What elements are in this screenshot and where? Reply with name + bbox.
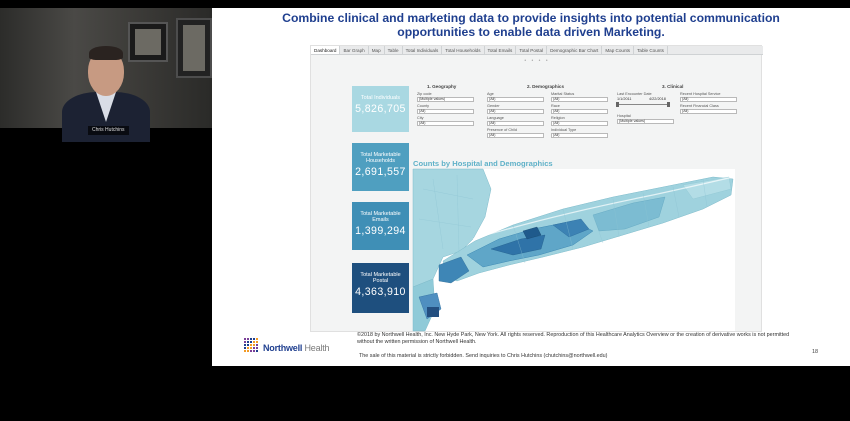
language-dropdown[interactable]: (All) <box>487 121 544 126</box>
filter-label-marital: Marital Status <box>551 92 575 96</box>
metric-value: 2,691,557 <box>355 166 406 178</box>
tab-dashboard[interactable]: Dashboard <box>311 46 340 54</box>
filter-label-race: Race <box>551 104 560 108</box>
filter-panel <box>417 84 747 150</box>
presenter <box>58 44 154 134</box>
religion-dropdown[interactable]: (All) <box>551 121 608 126</box>
metric-value: 4,363,910 <box>355 286 406 298</box>
child-dropdown[interactable]: (All) <box>487 133 544 138</box>
tab-total-postal[interactable]: Total Postal <box>516 46 547 54</box>
gender-dropdown[interactable]: (All) <box>487 109 544 114</box>
webcam-feed <box>0 8 212 133</box>
long-island-choropleth-map[interactable] <box>413 169 735 331</box>
copyright-notice: ©2018 by Northwell Health, Inc. New Hyde Park, New York. All rights reserved. Reproduction of this Healthcare Analytics Overview or the creation of derivative works is not permitted without the written permission of Northwell Health. <box>357 332 790 345</box>
metric-card-individuals <box>352 86 409 132</box>
individual-type-dropdown[interactable]: (All) <box>551 133 608 138</box>
dashboard-screenshot <box>310 45 762 332</box>
logo-dots-icon <box>244 336 264 354</box>
presenter-name-label: Chris Hutchins <box>88 126 129 135</box>
tab-map[interactable]: Map <box>369 46 385 54</box>
slide-title <box>212 11 850 39</box>
logo-wordmark <box>263 343 329 353</box>
metric-label: Total Marketable Postal <box>360 272 401 284</box>
logo-suffix: Health <box>302 343 330 353</box>
presentation-slide <box>212 8 850 366</box>
city-dropdown[interactable]: (All) <box>417 121 474 126</box>
tab-bar-graph[interactable]: Bar Graph <box>340 46 368 54</box>
filter-label-city: City <box>417 116 424 120</box>
tab-total-individuals[interactable]: Total Individuals <box>403 46 443 54</box>
map-panel <box>413 159 735 331</box>
map-region-highlight <box>427 307 439 317</box>
tab-table-counts[interactable]: Table Counts <box>634 46 668 54</box>
filter-label-religion: Religion <box>551 116 565 120</box>
filter-label-gender: Gender <box>487 104 500 108</box>
map-title: Counts by Hospital and Demographics <box>413 159 553 168</box>
metric-label: Total Marketable Households <box>360 152 401 164</box>
section-demographics: 2. Demographics <box>527 84 565 89</box>
tab-map-counts[interactable]: Map Counts <box>602 46 634 54</box>
tab-total-emails[interactable]: Total Emails <box>485 46 517 54</box>
metric-value: 1,399,294 <box>355 225 406 237</box>
dashboard-tab-bar <box>311 46 763 55</box>
filter-label-child: Presence of Child <box>487 128 517 132</box>
tab-demographic-bar-chart[interactable]: Demographic Bar Chart <box>547 46 602 54</box>
county-dropdown[interactable]: (All) <box>417 109 474 114</box>
filter-label-language: Language <box>487 116 504 120</box>
hospital-dropdown[interactable]: (Multiple values) <box>617 119 674 124</box>
logo-text: Northwell <box>263 343 303 353</box>
zip-dropdown[interactable]: (Multiple values) <box>417 97 474 102</box>
section-geography: 1. Geography <box>427 84 457 89</box>
wall-picture <box>176 18 212 78</box>
filter-label-hospital: Hospital <box>617 114 631 118</box>
marital-dropdown[interactable]: (All) <box>551 97 608 102</box>
tab-table[interactable]: Table <box>385 46 403 54</box>
filter-label-recent-service: Recent Hospital Service <box>680 92 721 96</box>
recent-service-dropdown[interactable]: (All) <box>680 97 737 102</box>
filter-label-age: Age <box>487 92 494 96</box>
presenter-hair <box>89 46 123 60</box>
slide-page-number: 18 <box>812 349 819 355</box>
dashboard-toolbar: • • • • <box>524 58 550 64</box>
metric-label: Total Marketable Emails <box>360 211 401 223</box>
filter-label-individual-type: Individual Type <box>551 128 577 132</box>
encounter-date-slider[interactable] <box>617 104 669 105</box>
slider-handle[interactable] <box>667 102 670 107</box>
age-dropdown[interactable]: (All) <box>487 97 544 102</box>
slider-handle[interactable] <box>616 102 619 107</box>
slide-title-line-1: Combine clinical and marketing data to provide insights into potential communication <box>282 11 780 25</box>
metric-label: Total Individuals <box>360 95 401 101</box>
metric-card-postal <box>352 263 409 313</box>
metric-card-emails <box>352 202 409 250</box>
metric-value: 5,826,705 <box>355 103 406 115</box>
tab-total-households[interactable]: Total Households <box>442 46 484 54</box>
section-clinical: 3. Clinical <box>662 84 684 89</box>
filter-label-zip: Zip code <box>417 92 432 96</box>
race-dropdown[interactable]: (All) <box>551 109 608 114</box>
northwell-logo <box>244 334 354 356</box>
filter-label-county: County <box>417 104 430 108</box>
recent-financial-dropdown[interactable]: (All) <box>680 109 737 114</box>
slide-title-line-2: opportunities to enable data driven Marketing. <box>397 25 665 39</box>
filter-label-recent-financial: Recent Financial Class <box>680 104 719 108</box>
sale-notice: The sale of this material is strictly forbidden. Send inquiries to Chris Hutchins (chutchins@northwell.edu) <box>359 353 608 359</box>
encounter-date-to[interactable]: 4/22/2018 <box>649 97 666 101</box>
metric-card-households <box>352 143 409 191</box>
filter-label-encounter-date: Last Encounter Date <box>617 92 652 96</box>
encounter-date-from[interactable]: 1/1/2011 <box>617 97 632 101</box>
